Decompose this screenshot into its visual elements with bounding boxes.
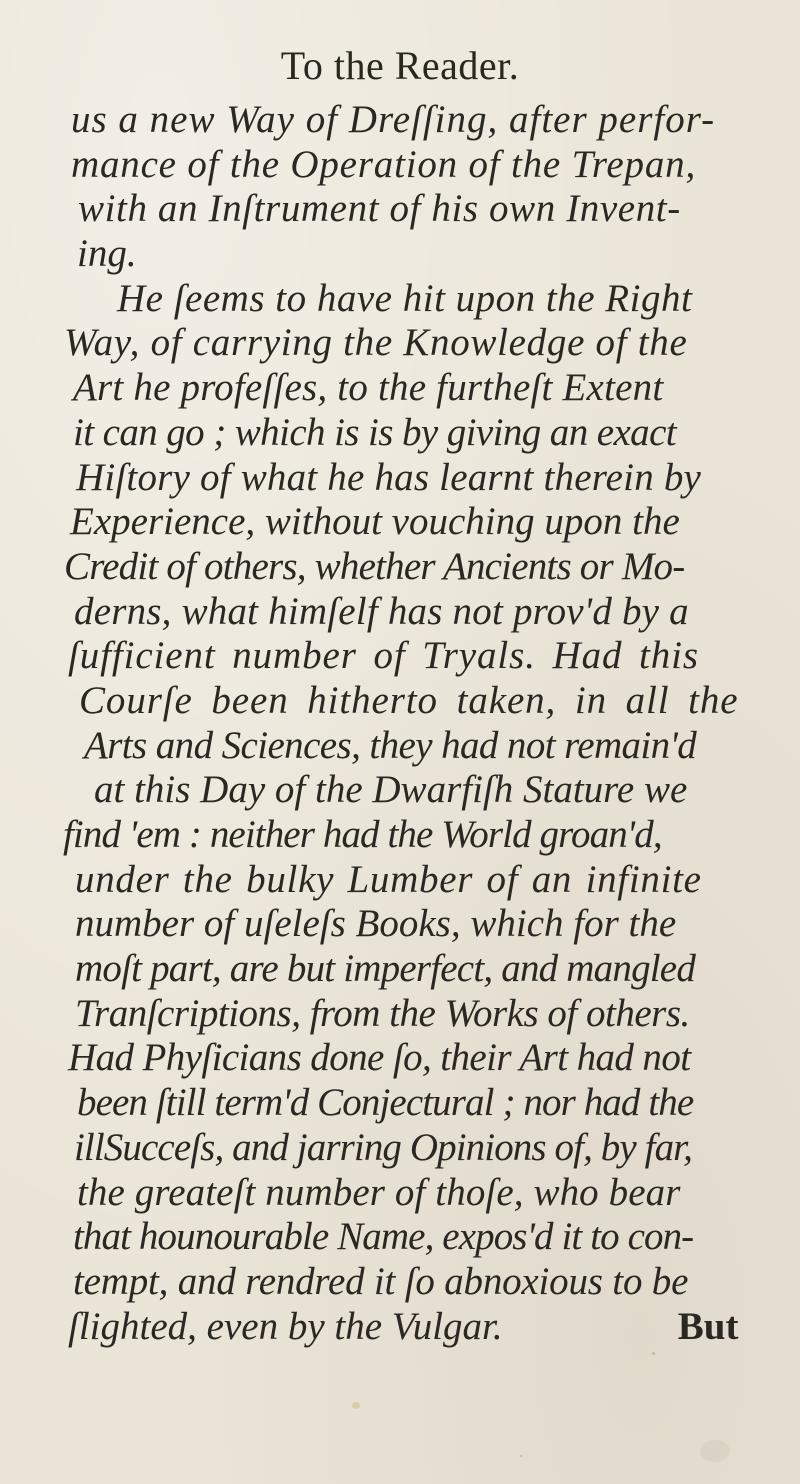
- text-line: ing.: [77, 232, 137, 276]
- running-head: To the Reader.: [280, 43, 520, 88]
- text-line: at this Day of the Dwarfiſh Stature we: [94, 768, 688, 812]
- paper-speck: [652, 1352, 655, 1355]
- text-line: number of uſeleſs Books, which for the: [75, 902, 677, 946]
- text-line: illSucceſs, and jarring Opinions of, by far,: [74, 1125, 692, 1169]
- paper-speck: [352, 1402, 360, 1409]
- text-line: Experience, without vouching upon the: [70, 500, 680, 544]
- text-line: us a new Way of Dreſſing, after perfor-: [71, 98, 716, 141]
- text-line: mance of the Operation of the Trepan,: [71, 142, 696, 186]
- text-line: Courſe been hitherto taken, in all the: [79, 678, 739, 722]
- text-line: been ſtill term'd Conjectural ; nor had the: [77, 1081, 694, 1125]
- text-line: Credit of others, whether Ancients or Mo-: [64, 544, 685, 588]
- text-line: ſufficient number of Tryals. Had this: [68, 634, 699, 678]
- text-line: derns, what himſelf has not prov'd by a: [74, 589, 689, 633]
- text-line: Hiſtory of what he has learnt therein by: [76, 455, 702, 499]
- text-line: moſt part, are but imperfect, and mangled: [75, 947, 696, 991]
- text-line: Tranſcriptions, from the Works of others.: [75, 991, 690, 1035]
- body-text: [54, 98, 784, 1349]
- text-line: the greateſt number of thoſe, who bear: [77, 1170, 681, 1214]
- text-line: Had Phyſicians done ſo, their Art had not: [68, 1036, 691, 1080]
- text-line: with an Inſtrument of his own Invent-: [78, 187, 681, 231]
- text-line: tempt, and rendred it ſo abnoxious to be: [73, 1259, 689, 1303]
- text-line: under the bulky Lumber of an infinite: [75, 857, 702, 901]
- text-line: that hounourable Name, expos'd it to con-: [73, 1215, 694, 1259]
- text-line: find 'em : neither had the World groan'd,: [63, 813, 662, 856]
- catchword: But: [677, 1304, 739, 1348]
- text-line: Way, of carrying the Knowledge of the: [64, 321, 688, 365]
- paper-speck: [700, 1440, 730, 1462]
- text-line: ſlighted, even by the Vulgar.: [68, 1304, 503, 1348]
- text-line: He ſeems to have hit upon the Right: [117, 276, 693, 320]
- text-line: Art he profeſſes, to the furtheſt Extent: [73, 366, 664, 410]
- text-line: it can go ; which is is by giving an exact: [73, 410, 677, 454]
- paper-speck: [520, 1455, 522, 1457]
- text-line: Arts and Sciences, they had not remain'd: [84, 723, 697, 767]
